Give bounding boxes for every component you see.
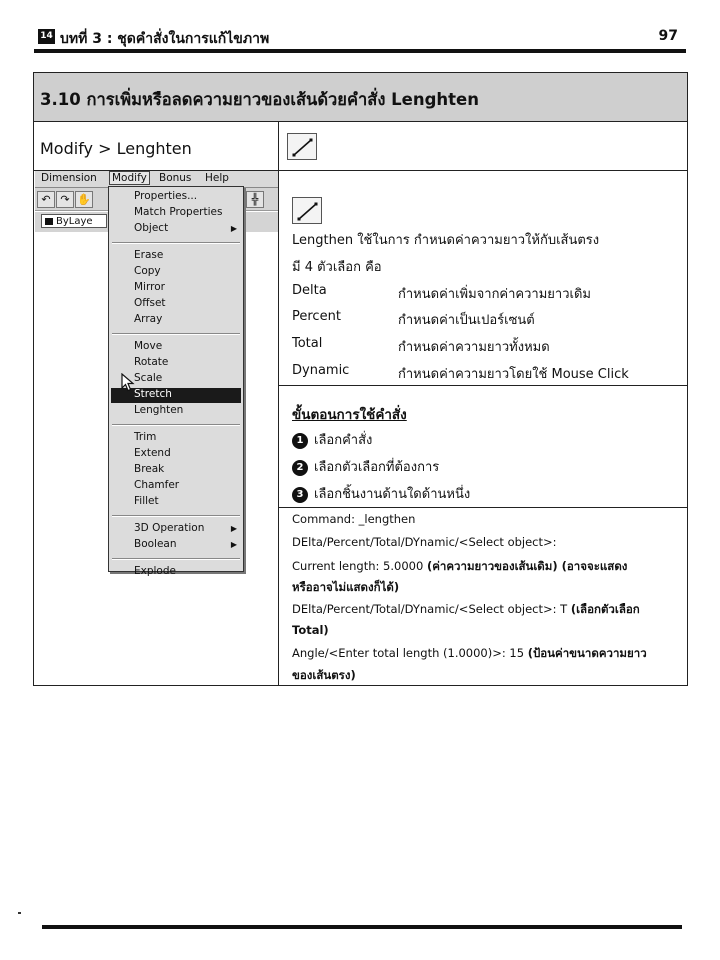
menu-item-chamfer[interactable]: Chamfer (134, 479, 180, 491)
step-text: เลือกคำสั่ง (314, 433, 373, 448)
command-line: Command: _lengthen (292, 512, 416, 526)
menu-item-offset[interactable]: Offset (134, 297, 166, 309)
command-line (292, 558, 627, 576)
menu-item-break[interactable]: Break (134, 463, 165, 475)
command-note: (เลือกตัวเลือก (570, 602, 640, 616)
command-text: DElta/Percent/Total/DYnamic/<Select object>: T (292, 602, 571, 616)
menu-separator (112, 558, 240, 560)
menu-item-match-properties[interactable]: Match Properties (134, 206, 223, 218)
menu-path: Modify > Lenghten (40, 139, 192, 158)
menu-item-3d-operation[interactable]: 3D Operation (134, 522, 205, 534)
undo-icon[interactable]: ↶ (37, 191, 55, 208)
menu-separator (112, 515, 240, 517)
menu-item-trim[interactable]: Trim (134, 431, 157, 443)
menu-item-explode[interactable]: Explode (134, 565, 176, 577)
menu-modify[interactable]: Modify (109, 171, 150, 185)
row-divider (279, 385, 687, 386)
command-line: DElta/Percent/Total/DYnamic/<Select object>: (292, 535, 557, 549)
command-line (292, 667, 356, 685)
menu-item-object[interactable]: Object (134, 222, 169, 234)
lengthen-line-icon[interactable] (292, 197, 322, 224)
command-note: Total) (292, 623, 329, 637)
layer-color-swatch (45, 218, 53, 225)
section-title: 3.10 การเพิ่มหรือลดความยาวของเส้นด้วยคำสั่ง Lenghten (40, 90, 479, 109)
submenu-arrow-icon: ▶ (230, 524, 237, 533)
step-number-badge: 3 (292, 487, 308, 503)
step-number-badge: 1 (292, 433, 308, 449)
menu-separator (112, 242, 240, 244)
chapter-title: บทที่ 3 : ชุดคำสั่งในการแก้ไขภาพ (60, 31, 270, 47)
menu-item-fillet[interactable]: Fillet (134, 495, 159, 507)
menu-item-extend[interactable]: Extend (134, 447, 171, 459)
description-intro (292, 229, 599, 250)
menu-item-array[interactable]: Array (134, 313, 163, 325)
pan-icon[interactable]: ✋ (75, 191, 93, 208)
command-line (292, 623, 329, 637)
option-name: Delta (292, 283, 327, 298)
option-desc: กำหนดค่าความยาวโดยใช้ Mouse Click (398, 367, 629, 382)
menu-item-properties[interactable]: Properties... (134, 190, 198, 202)
layer-label: ByLaye (56, 216, 93, 227)
lengthen-line-icon[interactable] (287, 133, 317, 160)
menu-item-copy[interactable]: Copy (134, 265, 161, 277)
option-name: Dynamic (292, 363, 350, 378)
command-line (292, 579, 399, 597)
menu-item-move[interactable]: Move (134, 340, 163, 352)
option-desc: กำหนดค่าเป็นเปอร์เซนต์ (398, 313, 535, 328)
menu-item-lenghten[interactable]: Lenghten (134, 404, 184, 416)
redo-icon[interactable]: ↷ (56, 191, 74, 208)
steps-title: ขั้นตอนการใช้คำสั่ง (292, 407, 407, 423)
menu-help[interactable]: Help (205, 172, 229, 184)
intro-text: ใช้ในการ กำหนดค่าความยาวให้กับเส้นตรง (353, 233, 600, 248)
menu-item-erase[interactable]: Erase (134, 249, 164, 261)
step-item (292, 456, 439, 477)
page-number: 97 (658, 28, 678, 44)
option-desc: กำหนดค่าเพิ่มจากค่าความยาวเดิม (398, 287, 591, 302)
option-name: Total (292, 336, 323, 351)
options-count: มี 4 ตัวเลือก คือ (292, 260, 382, 275)
command-line (292, 645, 647, 663)
column-divider (278, 121, 279, 686)
submenu-arrow-icon: ▶ (230, 224, 237, 233)
footer-rule (42, 925, 682, 929)
chapter-icon: 14 (38, 29, 55, 44)
row-divider (279, 507, 687, 508)
menu-item-stretch[interactable]: Stretch (134, 388, 172, 400)
mouse-cursor-icon (121, 373, 137, 393)
menu-item-mirror[interactable]: Mirror (134, 281, 165, 293)
command-note: ของเส้นตรง) (292, 668, 356, 682)
command-note: (ป้อนค่าขนาดความยาว (527, 646, 647, 660)
command-note: หรืออาจไม่แสดงก็ได้) (292, 580, 400, 594)
autocad-menu-screenshot (35, 171, 278, 577)
intro-term: Lengthen (292, 233, 354, 248)
step-text: เลือกตัวเลือกที่ต้องการ (314, 460, 440, 475)
submenu-arrow-icon: ▶ (230, 540, 237, 549)
header-rule (34, 49, 686, 53)
step-item (292, 429, 372, 450)
menu-item-scale[interactable]: Scale (134, 372, 163, 384)
command-text: Current length: 5.0000 (292, 559, 427, 573)
page-header (38, 26, 682, 48)
content-box (33, 72, 688, 686)
option-desc: กำหนดค่าความยาวทั้งหมด (398, 340, 550, 355)
step-number-badge: 2 (292, 460, 308, 476)
menu-separator (112, 333, 240, 335)
layer-select[interactable] (41, 214, 107, 228)
menu-item-rotate[interactable]: Rotate (134, 356, 169, 368)
menu-item-boolean[interactable]: Boolean (134, 538, 177, 550)
command-note: (ค่าความยาวของเส้นเดิม) (อาจจะแสดง (426, 559, 628, 573)
menu-separator (112, 424, 240, 426)
command-line (292, 601, 640, 619)
section-title-band (34, 73, 687, 122)
scan-mark (18, 912, 21, 914)
snap-icon[interactable]: ╬ (246, 191, 264, 208)
menu-dimension[interactable]: Dimension (41, 172, 97, 184)
command-text: Angle/<Enter total length (1.0000)>: 15 (292, 646, 528, 660)
step-item (292, 483, 470, 504)
option-name: Percent (292, 309, 341, 324)
menu-bonus[interactable]: Bonus (159, 172, 192, 184)
step-text: เลือกชิ้นงานด้านใดด้านหนึ่ง (314, 487, 471, 502)
